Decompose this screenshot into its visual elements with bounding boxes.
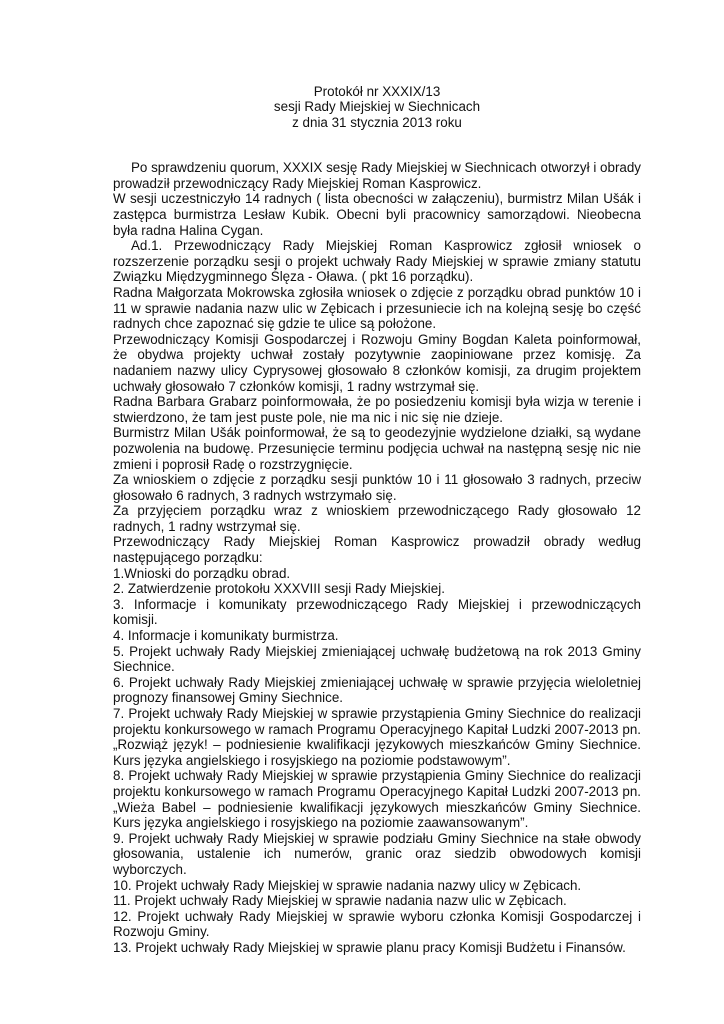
paragraph-kaleta: Przewodniczący Komisji Gospodarczej i Rozwoju Gminy Bogdan Kaleta poinformował, że obydwa projekty uchwał zostały pozytywnie zaopiniowane przez komisję. Za nadaniem nazwy ulicy Cyprysowej głosowało 8 członków komisji, za drugim projektem uchwały głosowało 7 członków komisji, 1 radny wstrzymał się. — [113, 331, 641, 394]
agenda-item: 1.Wnioski do porządku obrad. — [113, 565, 291, 581]
agenda-item: 8. Projekt uchwały Rady Miejskiej w sprawie przystąpienia Gminy Siechnice do realizacji projektu konkursowego w ramach Programu Operacyjnego Kapitał Ludzki 2007-2013 pn. „Wieża Babel – podniesienie kwalifikacji językowych mieszkańców Gminy Siechnice. Kurs języka angielskiego i rosyjskiego na poziomie zaawansowanym”. — [113, 768, 641, 831]
agenda-item: 6. Projekt uchwały Rady Miejskiej zmieniającej uchwałę w sprawie przyjęcia wieloletniej prognozy finansowej Gminy Siechnice. — [113, 674, 641, 706]
agenda-item: 12. Projekt uchwały Rady Miejskiej w sprawie wyboru członka Komisji Gospodarczej i Rozwoju Gminy. — [113, 908, 641, 940]
paragraph-mokrowska: Radna Małgorzata Mokrowska zgłosiła wniosek o zdjęcie z porządku obrad punktów 10 i 11 w sprawie nadania nazw ulic w Zębicach i przesuniecie ich na kolejną sesję bo część radnych chce zapoznać się gdzie te ulice są położone. — [113, 284, 641, 332]
agenda-item: 3. Informacje i komunikaty przewodniczącego Rady Miejskiej i przewodniczących komisji. — [113, 596, 641, 628]
paragraph-agenda-intro: Przewodniczący Rady Miejskiej Roman Kasprowicz prowadził obrady według następującego porządku: — [113, 534, 641, 566]
agenda-item: 11. Projekt uchwały Rady Miejskiej w sprawie nadania nazw ulic w Zębicach. — [113, 893, 567, 909]
paragraph-grabarz: Radna Barbara Grabarz poinformowała, że po posiedzeniu komisji była wizja w terenie i stwierdzono, że tam jest puste pole, nie ma nic i nic się nie dzieje. — [113, 394, 641, 425]
document-header — [113, 84, 641, 130]
agenda-item: 2. Zatwierdzenie protokołu XXXVIII sesji Rady Miejskiej. — [113, 581, 445, 597]
paragraph-burmistrz: Burmistrz Milan Ušák poinformował, że są to geodezyjnie wydzielone działki, są wydane pozwolenia na budowę. Przesunięcie terminu podjęcia uchwał na następną sesję nic nie zmieni i poprosił Radę o rozstrzygnięcie. — [113, 425, 641, 472]
document-body — [113, 160, 641, 955]
agenda-item: 4. Informacje i komunikaty burmistrza. — [113, 628, 339, 644]
agenda-item: 13. Projekt uchwały Rady Miejskiej w sprawie planu pracy Komisji Budżetu i Finansów. — [113, 939, 626, 955]
agenda-item: 9. Projekt uchwały Rady Miejskiej w sprawie podziału Gminy Siechnice na stałe obwody głosowania, ustalenie ich numerów, granic oraz siedzib obwodowych komisji wyborczych. — [113, 830, 641, 877]
agenda-item: 7. Projekt uchwały Rady Miejskiej w sprawie przystąpienia Gminy Siechnice do realizacji projektu konkursowego w ramach Programu Operacyjnego Kapitał Ludzki 2007-2013 pn. „Rozwiąż język! – podniesienie kwalifikacji językowych mieszkańców Gminy Siechnice. Kurs języka angielskiego i rosyjskiego na poziomie podstawowym”. — [113, 706, 641, 768]
paragraph-vote-removal: Za wnioskiem o zdjęcie z porządku sesji punktów 10 i 11 głosowało 3 radnych, przeciw głosowało 6 radnych, 3 radnych wstrzymało się. — [113, 472, 641, 503]
paragraph-vote-agenda: Za przyjęciem porządku wraz z wnioskiem przewodniczącego Rady głosowało 12 radnych, 1 radny wstrzymał się. — [113, 503, 641, 534]
session-date: z dnia 31 stycznia 2013 roku — [292, 114, 462, 130]
session-name: sesji Rady Miejskiej w Siechnicach — [273, 99, 481, 115]
agenda-list — [113, 566, 641, 956]
document-page — [113, 84, 641, 956]
agenda-item: 10. Projekt uchwały Rady Miejskiej w sprawie nadania nazwy ulicy w Zębicach. — [113, 877, 582, 893]
protocol-number: Protokół nr XXXIX/13 — [313, 84, 441, 99]
paragraph-attendance: W sesji uczestniczyło 14 radnych ( lista obecności w załączeniu), burmistrz Milan Ušák i zastępca burmistrza Lesław Kubik. Obecni byli pracownicy samorządowi. Nieobecna była radna Halina Cygan. — [113, 191, 641, 238]
agenda-item: 5. Projekt uchwały Rady Miejskiej zmieniającej uchwałę budżetową na rok 2013 Gminy Siechnice. — [113, 643, 641, 675]
paragraph-ad1: Ad.1. Przewodniczący Rady Miejskiej Roman Kasprowicz zgłosił wniosek o rozszerzenie porządku sesji o projekt uchwały Rady Miejskiej w sprawie zmiany statutu Związku Międzygminnego Ślęza - Oława. ( pkt 16 porządku). — [113, 238, 641, 285]
paragraph-opening: Po sprawdzeniu quorum, XXXIX sesję Rady Miejskiej w Siechnicach otworzył i obrady prowadził przewodniczący Rady Miejskiej Roman Kasprowicz. — [113, 160, 641, 191]
